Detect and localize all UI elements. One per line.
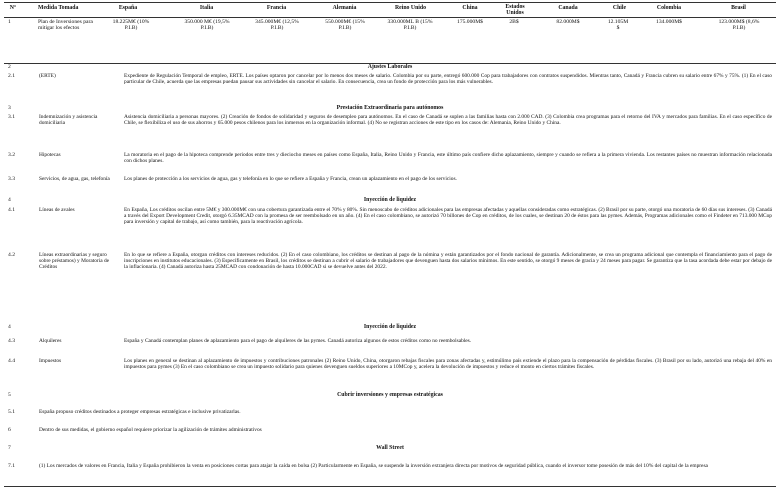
row-text: España y Canadá contemplan planes de aplazamiento para el pago de alquileres de las pymes. Canadá autoriza algunos de estos créditos como no reembolsables. (124, 338, 472, 344)
header-country-chile: Chile (612, 5, 627, 11)
row-number: 4.2 (8, 252, 15, 258)
section-5 (4, 392, 776, 400)
value-canada: 82.000M$ (556, 19, 580, 25)
row-number: 7.1 (8, 463, 15, 469)
header-medida: Medida Tomada (38, 5, 79, 11)
header-country-canada: Canada (558, 5, 578, 11)
header-country-alemania: Alemania (332, 5, 357, 11)
row-label: Hipotecas (39, 152, 61, 158)
row-text: Asistencia domiciliaria a personas mayores. (2) Creación de fondos de solidaridad y seguros de desempleo para autónomos. En el caso de Canadá se suplen a las familias hasta con 2.000 CAD. (3) Colombia crea programas para el retorno del IVA y mercados para familias. En el caso específico de Chile, se flexibiliza el uso de sus ahorros y 65.000 pesos chilenos para los inmersos en la organización informal. (4) No se registran acciones de este tipo en los casos de: Alemania, Reino Unido y China. (124, 114, 772, 127)
row-2-1 (4, 73, 776, 103)
row-number: 3.3 (8, 176, 15, 182)
value-reino-unido: 330.000ML B (15% P.I.B) (387, 19, 433, 32)
header-country-brasil: Brasil (731, 5, 746, 11)
row-4-1 (4, 207, 776, 247)
row-4-4 (4, 358, 776, 386)
row-number: 4.4 (8, 358, 15, 364)
row-text: La moratoria en el pago de la hipoteca comprende periodos entre tres y dieciocho meses en países como España, Italia, Reino Unido y Francia, este último país confiere dicho aplazamiento, siempre y cuando se refiera a la primera vivienda. Los restantes países no muestran información relacionada con dichos planes. (124, 152, 772, 165)
header-country-francia: Francia (266, 5, 287, 11)
row-number: 1 (8, 19, 11, 25)
row-text: España propuso créditos destinados a proteger empresas estratégicas e inclusive privatizarlas. (39, 409, 241, 415)
section-title: Inyección de liquidez (363, 197, 417, 203)
section-2 (4, 64, 776, 73)
section-title: Ajustes Laborales (367, 64, 413, 70)
row-text: Dentro de sus medidas, el gobierno español requiere priorizar la agilización de trámites administrativos (39, 427, 262, 433)
value-espana: 18.225M€ (10% P.I.B) (112, 19, 150, 32)
row-number: 3.2 (8, 152, 15, 158)
section-4-repeat (4, 322, 776, 336)
row-text: Expediente de Regulación Temporal de empleo, ERTE. Los países optaron por cancelar por lo menos dos meses de salario. Colombia por su parte, entregó 600.000 Cop para trabajadores con contratos suspendidos. Mientras tanto, Canadá y Francia cubren su salario entre 67% y 75%. (1) En el caso particular de Chile, acuerda que las empresas puedan pausar sus actividades sin cancelar el salario. En consecuencia, crea un fondo de protección para los más vulnerables. (124, 73, 772, 86)
table-header (4, 2, 776, 18)
value-china: 175.000M$ (457, 19, 483, 25)
value-francia: 345.000M€ (12,5% P.I.B) (255, 19, 299, 32)
row-1 (4, 19, 776, 64)
row-label: Plan de Inversiones para mitigar los efectos (38, 19, 93, 32)
row-label: Impuestos (39, 358, 62, 364)
row-3-3 (4, 176, 776, 194)
header-country-italia: Italia (199, 5, 214, 11)
section-number: 7 (8, 445, 11, 451)
section-3 (4, 105, 776, 113)
section-title: Wall Street (376, 445, 404, 451)
row-label: Líneas extraordinarias y seguro sobre préstamos) y Moratoria de Créditos (39, 252, 110, 271)
row-3-2 (4, 152, 776, 170)
section-number: 4 (8, 197, 11, 203)
row-text: En España, Los créditos oscilan entre 5M€ y 300.000M€ con una cobertura garantizada entre el 70% y 80%. Sin menoscabo de créditos adicionales para las empresas afectadas y aquellas consideradas como estratégicas. (2) Brasil por su parte, otorgó una moratoria de 60 días sus intereses. (3) Canadá a través del Export Development Credit, otorgó 6.35MCAD con la promesa de ser reembolsado en un año. (4) En el caso colombiano, se autorizó 70 billones de Cop en créditos, de los cuales, se destinan 20 de éstos para las pymes. Además, Programas adicionales como el Findeter en 713.000 MCop para inversión y capital de trabajo, así como también, para la reactivación agrícola. (124, 207, 772, 226)
row-label: Indemnización y asistencia domiciliaria (39, 114, 98, 127)
header-country-china: China (462, 5, 478, 11)
value-colombia: 134.000M$ (656, 19, 682, 25)
table-bottom-rule (4, 486, 776, 487)
row-text: Los planes de protección a los servicios de agua, gas y telefonía en lo que se refiere a España y Francia, crean un aplazamiento en el pago de los servicios. (124, 176, 457, 182)
row-3-1 (4, 114, 776, 146)
row-6 (4, 427, 776, 435)
row-number: 5.1 (8, 409, 15, 415)
row-text: Los planes en general se destinan al aplazamiento de impuestos y contribuciones patronales (2) Reino Unido, China, otorgaron rebajas fiscales para zonas afectadas y, estimúlimo país extiende el plazo para la compensación de pérdidas fiscales. (3) Brasil por su lado, autorizó una rebaja del 40% en impuestos para pymes (3) En el caso colombiano se crea un impuesto solidario para quienes devenguen sueldos superiores a 10MCop y, acelera la devolución de impuestos y reduce el monto en ciertos trámites fiscales. (124, 358, 772, 371)
row-number: 2.1 (8, 73, 15, 79)
section-number: 3 (8, 105, 11, 111)
row-number: 4.1 (8, 207, 15, 213)
value-brasil: 123.000M$ (8,6% P.I.B) (718, 19, 760, 32)
row-label: (ERTE) (39, 73, 56, 79)
section-title: Inyección de liquidez (363, 324, 417, 330)
row-7-1 (4, 463, 776, 479)
section-title: Prestación Extraordinaria para autónomos (336, 105, 444, 111)
value-italia: 350.000 M€ (19,5% P.I.B) (184, 19, 230, 32)
header-country-estados-unidos: Estados Unidos (505, 4, 525, 16)
section-number: 2 (8, 64, 11, 70)
value-estados-unidos: 2B$ (509, 19, 519, 25)
section-4 (4, 197, 776, 205)
header-no: N° (9, 5, 17, 11)
row-4-2 (4, 252, 776, 314)
section-title: Cubrir inversiones y empresas estratégicas (337, 392, 443, 398)
header-country-colombia: Colombia (656, 5, 682, 11)
row-number: 6 (8, 427, 11, 433)
row-text: (1) Los mercados de valores en Francia, Italia y España prohibieron la venta en posiciones cortas para atajar la caída en bolsa (2) Particularmente en España, se suspende la inversión extranjera directa por motivos de seguridad pública, cuando el inversor tome posesión de más del 10% del capital de la empresa (39, 463, 708, 469)
row-5-1 (4, 409, 776, 417)
section-7 (4, 445, 776, 453)
row-label: Alquileres (39, 338, 62, 344)
header-country-espana: España (118, 5, 138, 11)
value-chile: 12.105M $ (607, 19, 629, 32)
row-text: En lo que se refiere a España, otorgan créditos con intereses reducidos. (2) En el caso colombiano, los créditos se destinan al pago de la nómina y están garantizados por el fondo nacional de garantía. Adicionalmente, se crea un programa adicional que contempla el financiamiento para el pago de inscripciones en institutos educacionales. (3) Específicamente en Brasil, los créditos se destinan a cubrir el salario de trabajadores que devenguen hasta dos salarios mínimos. En este sentido, se otorgó 9 meses de gracia y 24 meses para pagar. Se garantiza que la tasa acordada debe estar por debajo de la inflacionaria. (4) Canadá autoriza hasta 25MCAD con condonación de hasta 10.000CAD si se devuelve antes del 2022. (124, 252, 772, 271)
row-4-3 (4, 338, 776, 348)
row-label: Líneas de avales (39, 207, 75, 213)
row-number: 3.1 (8, 114, 15, 120)
header-country-reino-unido: Reino Unido (394, 5, 427, 11)
section-number: 4 (8, 324, 11, 330)
value-alemania: 550.000M€ (15% P.I.B) (325, 19, 365, 32)
row-label: Servicios, de agua, gas, telefonía (39, 176, 110, 182)
section-number: 5 (8, 392, 11, 398)
row-number: 4.3 (8, 338, 15, 344)
